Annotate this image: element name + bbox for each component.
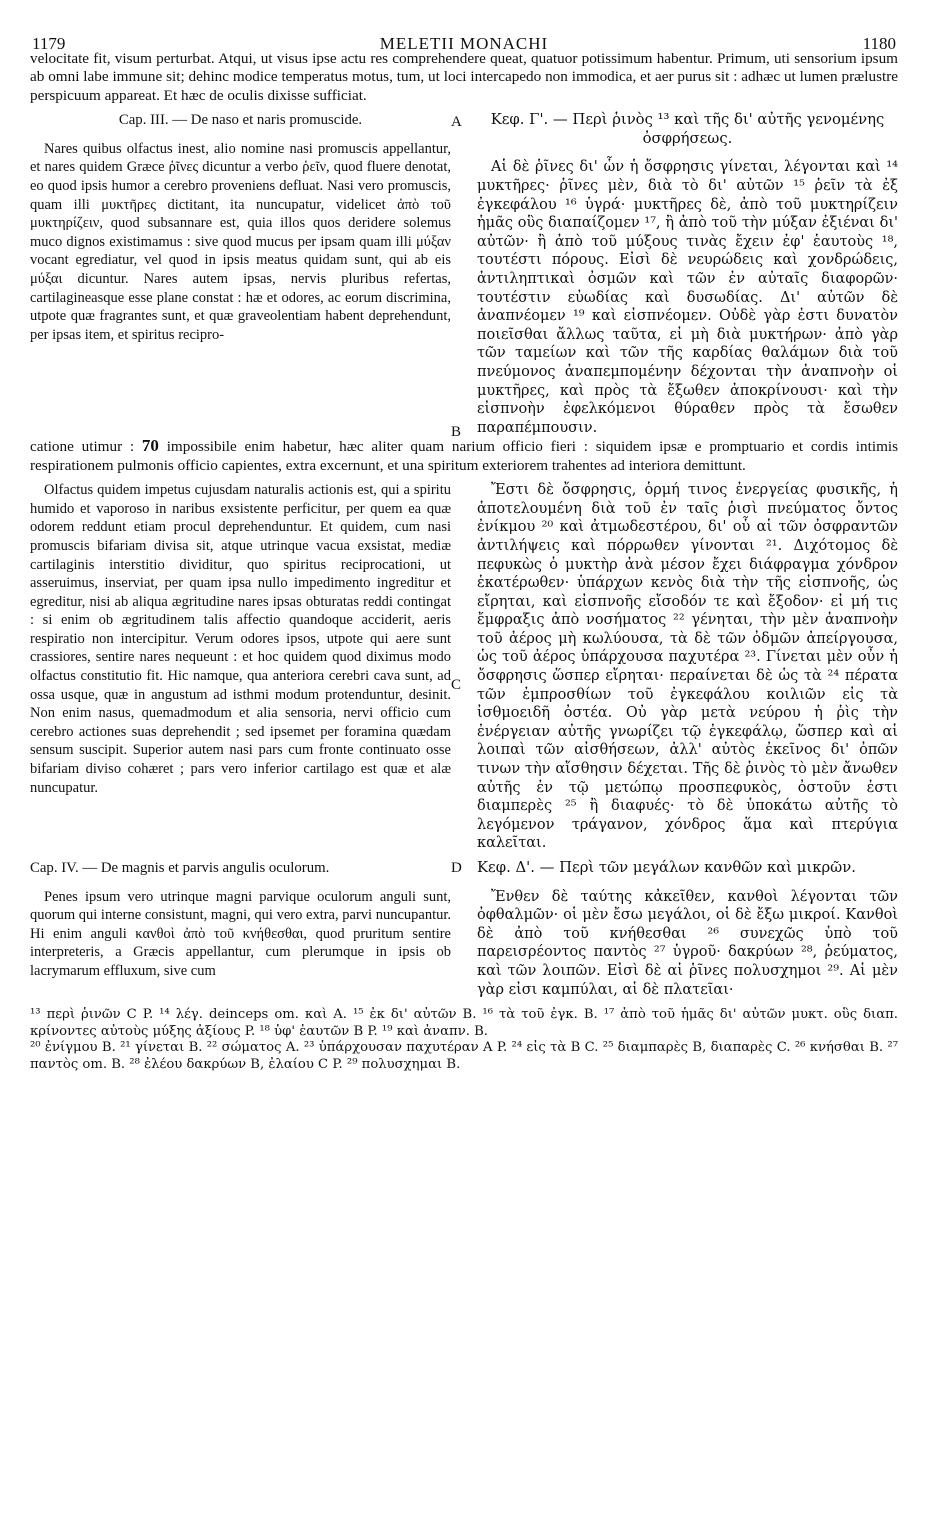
latin-paragraph: Penes ipsum vero utrinque magni parvique oculorum anguli sunt, quorum qui interne consistunt, magni, qui vero extra, parvi nuncupantur. Hi enim anguli κανθοὶ ἀπὸ τοῦ κνήθεσθαι, quod pruritum sentire interpreteris, a Græcis appellantur, cum plerumque in ipsis ob lacrymarum effluxum, sive cum bbox=[30, 888, 451, 979]
section-4-columns bbox=[30, 853, 898, 999]
greek-column bbox=[451, 853, 898, 999]
column-number-mark: 70 bbox=[141, 436, 159, 456]
section-3b-columns bbox=[30, 481, 898, 853]
margin-letter-c: C bbox=[451, 677, 462, 694]
text-after-column-mark: impossibile enim habetur, hæc aliter quam narium officio fieri : siquidem ipsæ e promptuario et cordis intimis respirationem pulmonis officio capientes, extra excernunt, et una spiritum exteriorem trahentes ad interiora demittunt. bbox=[30, 438, 899, 474]
page-title: MELETII MONACHI bbox=[379, 34, 549, 53]
latin-column bbox=[30, 105, 463, 437]
latin-chapter-caption: Cap. III. — De naso et naris promuscide. bbox=[118, 112, 363, 129]
latin-column bbox=[30, 853, 463, 999]
greek-paragraph: Ἔστι δὲ ὄσφρησις, ὁρμή τινος ἐνεργείας φυσικῆς, ἡ ἀποτελουμένη διὰ τοῦ ἐν ταῖς ῥισὶ πνεύματος ὄντος ἐνίκμου ²⁰ καὶ ἀτμωδεστέρου, δι' οὗ αἱ τῶν ὀσφραντῶν ἀντιλήψεις καὶ πόρρωθεν γίνονται ²¹. Διχότομος δὲ πεφυκὼς ὁ μυκτὴρ ἀνὰ μέσον ἔχει διάφραγμα χόνδρον ἑκατέρωθεν· ὑπάρχων κενὸς διὰ τὴν τῆς εἰσπνοῆς, ὡς εἴρηται, καὶ εἰσπνοῆς εἴσοδόν τε καὶ ἔξοδον· εἰ μή τις ἔμφραξις ἀπὸ νοσήματος ²² γένηται, τὴν μὲν ἀναπνοὴν τοῦ ἀέρος μὴ κωλύουσα, τὰ δὲ τῶν ὀδμῶν ἀπείργουσα, ὡς τοῦ ἀέρος ὑπάρχουσα παχυτέρα ²³. Γίνεται μὲν οὖν ἡ ὄσφρησις ὥσπερ εἴρηται· περαίνεται δὲ ὡς τὰ ²⁴ πέρατα τῶν ἐμπροσθίων τοῦ ἐγκεφάλου κοιλιῶν εἰς τὰ ἰσθμοειδῆ ὀστέα. Οὐ γὰρ μετὰ νεύρου ἡ ῥὶς τὴν ἐνέργειαν αὐτῆς γνωρίζει τῷ ἐγκεφάλῳ, ὥσπερ καὶ αἱ λοιπαὶ τῶν αἰσθήσεων, ἀλλ' αὐτὸς ἐκεῖνος δι' ὀπῶν τινων τὴν αἴσθησιν δέχεται. Τῆς δὲ ῥινὸς τὸ μὲν ἄνωθεν αὐτῆς ἐν τῷ μετώπῳ προσπεφυκὸς, ὀστοῦν ἐστι διαμπερὲς ²⁵ ἢ διαφυές· τὸ δὲ ὑποκάτω αὐτῆς τὸ λεγόμενον τράγανον, χόνδρος ἅμα καὶ πτερύγια καλεῖται. bbox=[477, 482, 898, 852]
greek-chapter-caption: Κεφ. Δ'. — Περὶ τῶν μεγάλων κανθῶν καὶ μικρῶν. bbox=[477, 859, 856, 876]
greek-paragraph: Ἔνθεν δὲ ταύτης κἀκεῖθεν, κανθοὶ λέγονται τῶν ὀφθαλμῶν· οἱ μὲν ἔσω μεγάλοι, οἱ δὲ ἔξω μικροί. Κανθοὶ δὲ ἀπὸ τοῦ κνήθεσθαι ²⁶ συνεχῶς ὑπὸ τοῦ παρεισρέοντος παντὸς ²⁷ ὑγροῦ· δακρύων ²⁸, ῥεύματος, καὶ τῶν λοιπῶν. Εἰσὶ δὲ αἱ ῥῖνες πολυσχημοι ²⁹. Αἱ μὲν γὰρ εἰσι καμπύλαι, αἱ δὲ πλατεῖαι· bbox=[477, 888, 898, 998]
right-page-number: 1180 bbox=[862, 34, 896, 53]
page bbox=[30, 22, 898, 1074]
margin-letter-b: B bbox=[451, 424, 462, 441]
latin-paragraph: Olfactus quidem impetus cujusdam naturalis actionis est, qui a spiritu humido et vaporoso in naribus exsistente perficitur, per quem ea quæ odorem reddunt etiam procul deprehenduntur. Et quidem, cum nasi promuscis bifariam divisa sit, atque utrinque vacua exsistat, mediæ cartilaginis interstitio dividitur, quo spiritus reciprocationi, ut asseruimus, inserviat, per quam ipsa nullo impedimento ingreditur et egreditur, nisi ab aliqua ægritudine nares ipsas obturatas reddi contingat : si enim ob ægritudinem talis affectio quandoque acciderit, aeris respiratio non intercipitur. Verum odores ipsos, utpote qui aere sunt crassiores, sentire nares nequeunt : et hoc quidem quod diximus modo olfactus constitutio fit. Hic namque, qua anteriora cerebri cava sunt, ad ossa usque, quæ in angustum ad isthmi modum protenduntur, desinit. Non enim nasus, quemadmodum et alia sensoria, nervi officio cum cerebro actiones suas deprehendit ; sed ipsemet per foramina quædam sensum suscipit. Superior autem nasi pars cum fronte continuato osse bifariam diviso cohæret ; pars vero inferior cartilago est quæ et alæ nuncupatur. bbox=[30, 482, 451, 796]
margin-letter-a: A bbox=[451, 114, 462, 131]
left-page-number: 1179 bbox=[32, 34, 66, 53]
latin-paragraph: Nares quibus olfactus inest, alio nomine nasi promuscis appellantur, et nares quidem Græce ῥῖνες dicuntur a verbo ῥεῖν, quod fluere denotat, eo quod ipsis humor a cerebro proveniens defluat. Nasi vero promuscis, quam illi μυκτῆρες dictitant, ita nuncupatur, videlicet ἀπὸ τοῦ μυκτηρίζειν, quod subsannare est, quia illos quos deridere solemus muco dignos existimamus : sive quod mucus per ipsam quam illi μύξαν vocant egrediatur, vel quod in ipsis meatus quidam sunt, qui ab eis μύξαι dicuntur. Nares autem ipsas, nervis pluribus refertas, cartilagineasque esse plane constat : hæ et odores, ac eorum discrimina, utpote quæ fragrantes sunt, et quæ graveolentiam habent deprehendunt, per ipsas item, et spiritus recipro- bbox=[30, 140, 451, 343]
footnote-line: ²⁰ ἐνίγμου B. ²¹ γίνεται B. ²² σώματος A. ²³ ὑπάρχουσαν παχυτέραν A P. ²⁴ εἰς τὰ B C. ²⁵ διαμπαρὲς B, διαπαρὲς C. ²⁶ κνήσθαι B. ²⁷ παντὸς om. B. ²⁸ ἐλέου δακρύων B, ἐλαίου C P. ²⁹ πολυσχημαι B. bbox=[30, 1040, 898, 1072]
latin-chapter-caption: Cap. IV. — De magnis et parvis angulis oculorum. bbox=[30, 860, 330, 876]
margin-letter-d: D bbox=[451, 860, 462, 876]
footnote-line: ¹³ περὶ ῥινῶν C P. ¹⁴ λέγ. deinceps om. καὶ A. ¹⁵ ἐκ δι' αὐτῶν B. ¹⁶ τὰ τοῦ ἐγκ. B. ¹⁷ ἀπὸ τοῦ ἡμᾶς δι' αὐτῶν μυκτ. οὓς διαπ. κρίνοντες αὐτοὺς μύξης ἀξίους P. ¹⁸ ὑφ' ἑαυτῶν B P. ¹⁹ καὶ ἀναπν. B. bbox=[30, 1007, 898, 1039]
greek-column bbox=[451, 105, 898, 441]
greek-chapter-caption: Κεφ. Γ'. — Περὶ ῥινὸς ¹³ καὶ τῆς δι' αὐτῆς γενομένης ὀσφρήσεως. bbox=[490, 111, 885, 147]
intro-paragraph: velocitate fit, visum perturbat. Atqui, ut visus ipse actu res comprehendere queat, quatuor potissimum habentur. Primum, uti sensorium ipsum ab omni labe immune sit; dehinc modice temperatus motus, tum, ut loci intercapedo non immodica, et aer purus sit : adhæc ut lumen prælustre perspicuum appareat. Et hæc de oculis dixisse sufficiat. bbox=[30, 50, 898, 104]
greek-paragraph: Αἱ δὲ ῥῖνες δι' ὧν ἡ ὄσφρησις γίνεται, λέγονται καὶ ¹⁴ μυκτῆρες· ῥῖνες μὲν, διὰ τὸ δι' αὐτῶν ¹⁵ ῥεῖν τὰ ἐξ ἐγκεφάλου ¹⁶ ὑγρά· μυκτῆρες δὲ, ἀπὸ τοῦ μυκτηρίζειν ἡμᾶς οὓς διαπαίζομεν ¹⁷, ἢ ἀπὸ τοῦ τὴν μύξαν ἐξιέναι δι' αὐτῶν· ἢ ἀπὸ τοῦ μύξους τινὰς ἔχειν ἐφ' ἑαυτοὺς ¹⁸, τουτέστι πόρους. Εἰσὶ δὲ νευρώδεις καὶ χονδρώδεις, ἀντιληπτικαὶ ὀσμῶν καὶ τῶν ἐν αὐταῖς διαφορῶν· τουτέστιν εὐωδίας καὶ δυσωδίας. Δι' αὐτῶν δὲ ἀναπνέομεν ¹⁹ καὶ εἰσπνέομεν. Οὐδὲ γὰρ ἐστι δυνατὸν ποιεῖσθαι ἄλλως ταῦτα, εἰ μὴ διὰ μυκτήρων· ἀπὸ γὰρ τῶν ταμείων καὶ τῶν τῆς καρδίας θαλάμων διὰ τοῦ πνεύμονος ἀναπεμπομένην δέχονται τὴν ἀναπνοὴν οἱ μυκτῆρες, καὶ πρὸς τὰ ἔξωθεν ἀποκρίνουσι· καὶ τὴν εἰσπνοὴν ἐφελκόμενοι θύραθεν πρὸς τὰ ἔσωθεν παραπέμπουσιν. bbox=[477, 159, 898, 436]
greek-column bbox=[451, 481, 898, 853]
full-width-paragraph bbox=[30, 437, 898, 475]
section-3-columns bbox=[30, 105, 898, 441]
text-before-column-mark: catione utimur : bbox=[30, 438, 135, 456]
footnotes bbox=[30, 1007, 898, 1073]
running-header bbox=[30, 22, 898, 53]
latin-column bbox=[30, 481, 463, 853]
